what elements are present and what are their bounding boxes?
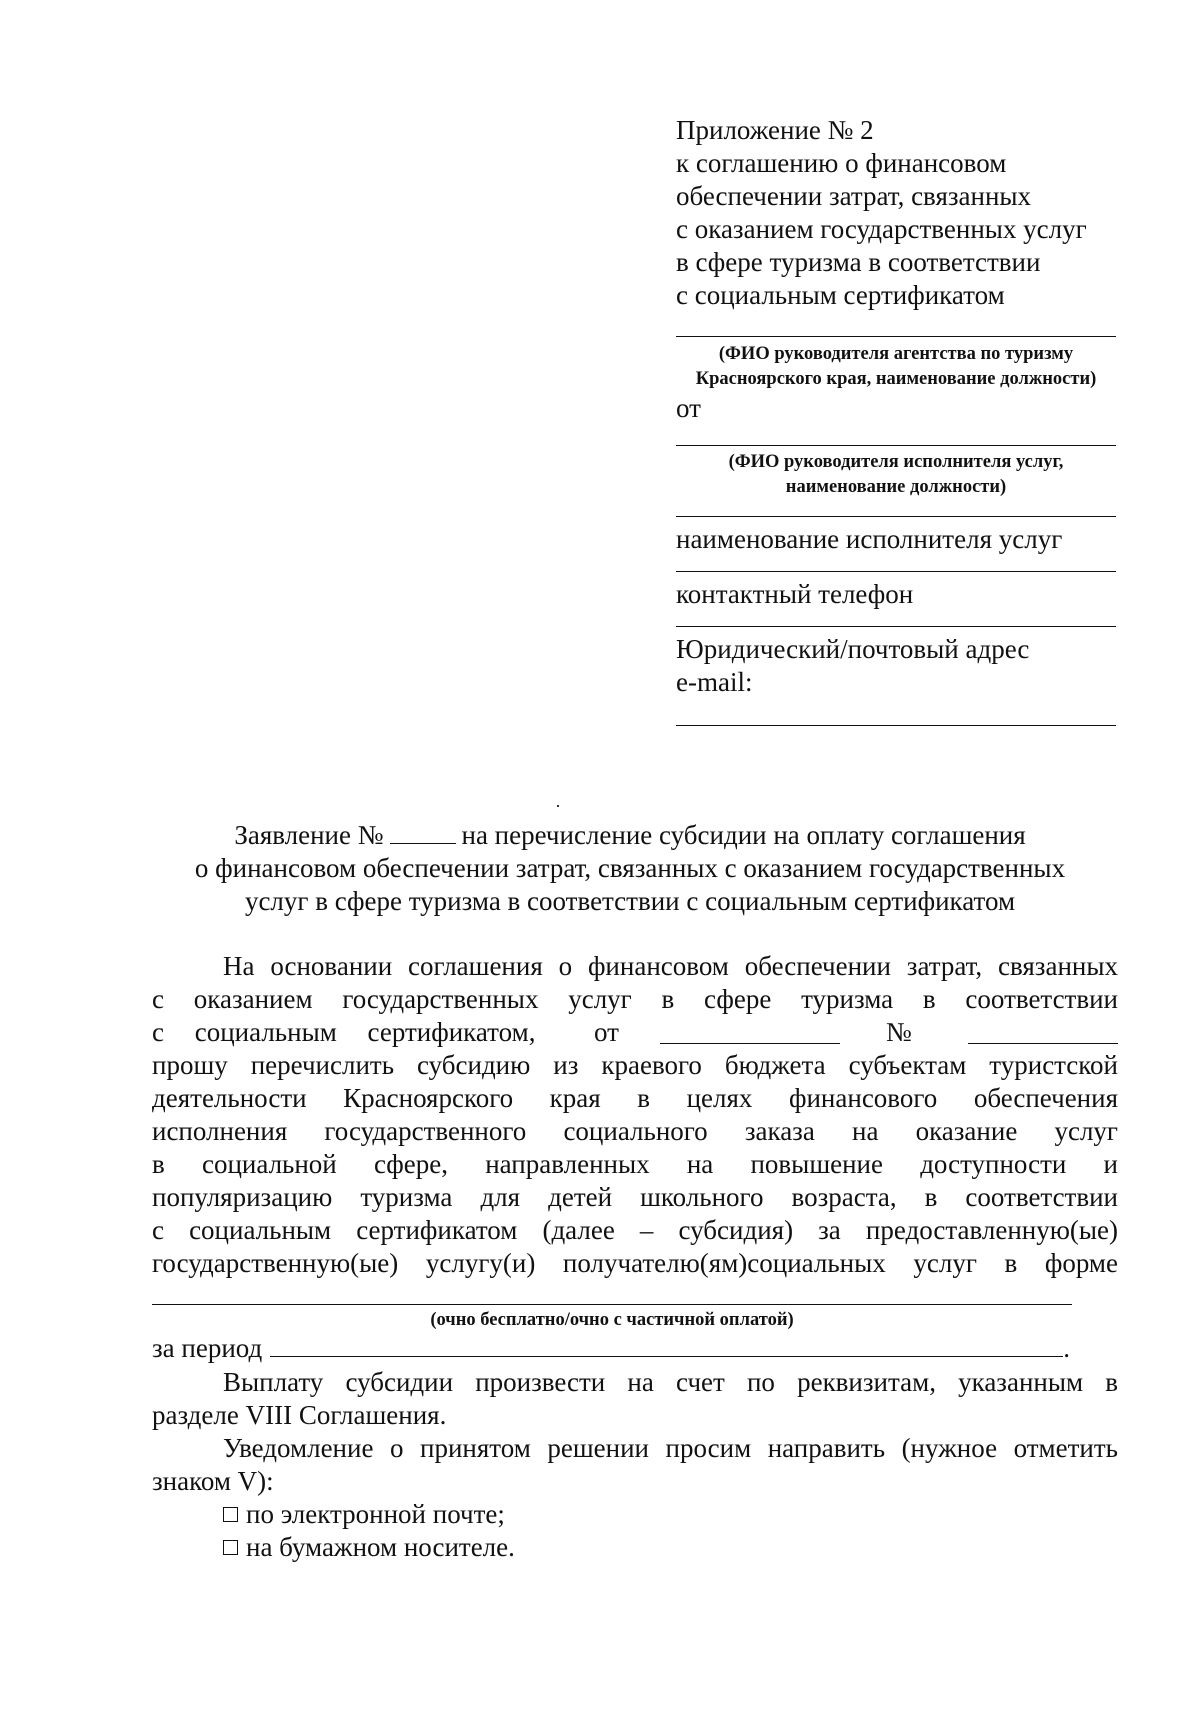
- period-row: [152, 1332, 1118, 1365]
- agreement-number-label: №: [886, 1017, 912, 1047]
- body-line-7: в социальной сфере, направленных на повышение доступности и: [152, 1149, 1118, 1179]
- agreement-number-blank: [968, 1021, 1118, 1044]
- agreement-date-blank: [660, 1021, 840, 1044]
- address-label: Юридический/почтовый адрес: [676, 634, 1030, 664]
- application-title: [140, 819, 1120, 918]
- header-line-5: с социальным сертификатом: [676, 280, 1005, 310]
- appendix-title: Приложение № 2: [676, 115, 874, 145]
- email-option-checkbox[interactable]: [223, 1507, 238, 1522]
- body-line-1: На основании соглашения о финансовом обеспечении затрат, связанных: [223, 951, 1118, 981]
- service-form-field-line: [152, 1304, 1072, 1305]
- provider-name-label: наименование исполнителя услуг: [676, 524, 1063, 554]
- phone-label: контактный телефон: [676, 579, 914, 609]
- header-block: [676, 114, 1116, 726]
- title-line-3: услуг в сфере туризма в соответствии с социальным сертификатом: [244, 886, 1016, 916]
- option-email: [152, 1498, 1118, 1531]
- body-line-8: популяризацию туризма для детей школьного возраста, в соответствии: [152, 1182, 1118, 1212]
- body-line-2: с оказанием государственных услуг в сфере туризма в соответствии: [152, 984, 1118, 1014]
- body-line-10: государственную(ые) услугу(и) получателю(ям)социальных услуг в форме: [152, 1248, 1118, 1278]
- paper-option-label: на бумажном носителе.: [246, 1532, 515, 1562]
- title-line-1-rest: на перечисление субсидии на оплату соглашения: [461, 820, 1026, 850]
- scan-speck: [557, 805, 559, 807]
- header-line-3: с оказанием государственных услуг: [676, 214, 1087, 244]
- header-line-2: обеспечении затрат, связанных: [676, 181, 1032, 211]
- title-line-2: о финансовом обеспечении затрат, связанных с оказанием государственных: [194, 853, 1066, 883]
- title-prefix: Заявление №: [234, 820, 384, 850]
- period-blank: [270, 1334, 1063, 1357]
- payment-line-2: разделе VIII Соглашения.: [152, 1400, 447, 1430]
- body-paragraph: [152, 950, 1118, 1280]
- payment-and-notice: [152, 1366, 1118, 1564]
- email-label: e-mail:: [676, 667, 753, 697]
- payment-line-1: Выплату субсидии произвести на счет по реквизитам, указанным в: [223, 1367, 1118, 1397]
- option-paper: [152, 1531, 1118, 1564]
- body-line-4: прошу перечислить субсидию из краевого бюджета субъектам туристской: [152, 1050, 1118, 1080]
- paper-option-checkbox[interactable]: [223, 1540, 238, 1555]
- header-line-1: к соглашению о финансовом: [676, 148, 1007, 178]
- from-label: от: [676, 393, 701, 423]
- sender-caption-1: (ФИО руководителя исполнителя услуг,: [728, 452, 1064, 472]
- body-line-3: [152, 1016, 1118, 1049]
- period-end: .: [1063, 1333, 1070, 1363]
- notice-line-2: знаком V):: [152, 1466, 274, 1496]
- body-line-9: с социальным сертификатом (далее – субсидия) за предоставленную(ые): [152, 1215, 1118, 1245]
- agreement-date-label: от: [594, 1017, 619, 1047]
- body-line-5: деятельности Красноярского края в целях финансового обеспечения: [152, 1083, 1118, 1113]
- period-label: за период: [152, 1333, 263, 1363]
- application-number-blank: [390, 821, 456, 844]
- addressee-caption-1: (ФИО руководителя агентства по туризму: [718, 344, 1074, 364]
- sender-caption-2: наименование должности): [785, 477, 1007, 497]
- service-form-caption: (очно бесплатно/очно с частичной оплатой): [430, 1310, 794, 1330]
- body-line-3-text: с социальным сертификатом,: [152, 1017, 536, 1047]
- addressee-caption-2: Красноярского края, наименование должности): [695, 369, 1097, 389]
- email-field-line: [676, 725, 1116, 726]
- header-line-4: в сфере туризма в соответствии: [676, 247, 1041, 277]
- body-line-6: исполнения государственного социального заказа на оказание услуг: [152, 1116, 1118, 1146]
- email-option-label: по электронной почте;: [246, 1499, 505, 1529]
- notice-line-1: Уведомление о принятом решении просим направить (нужное отметить: [223, 1433, 1118, 1463]
